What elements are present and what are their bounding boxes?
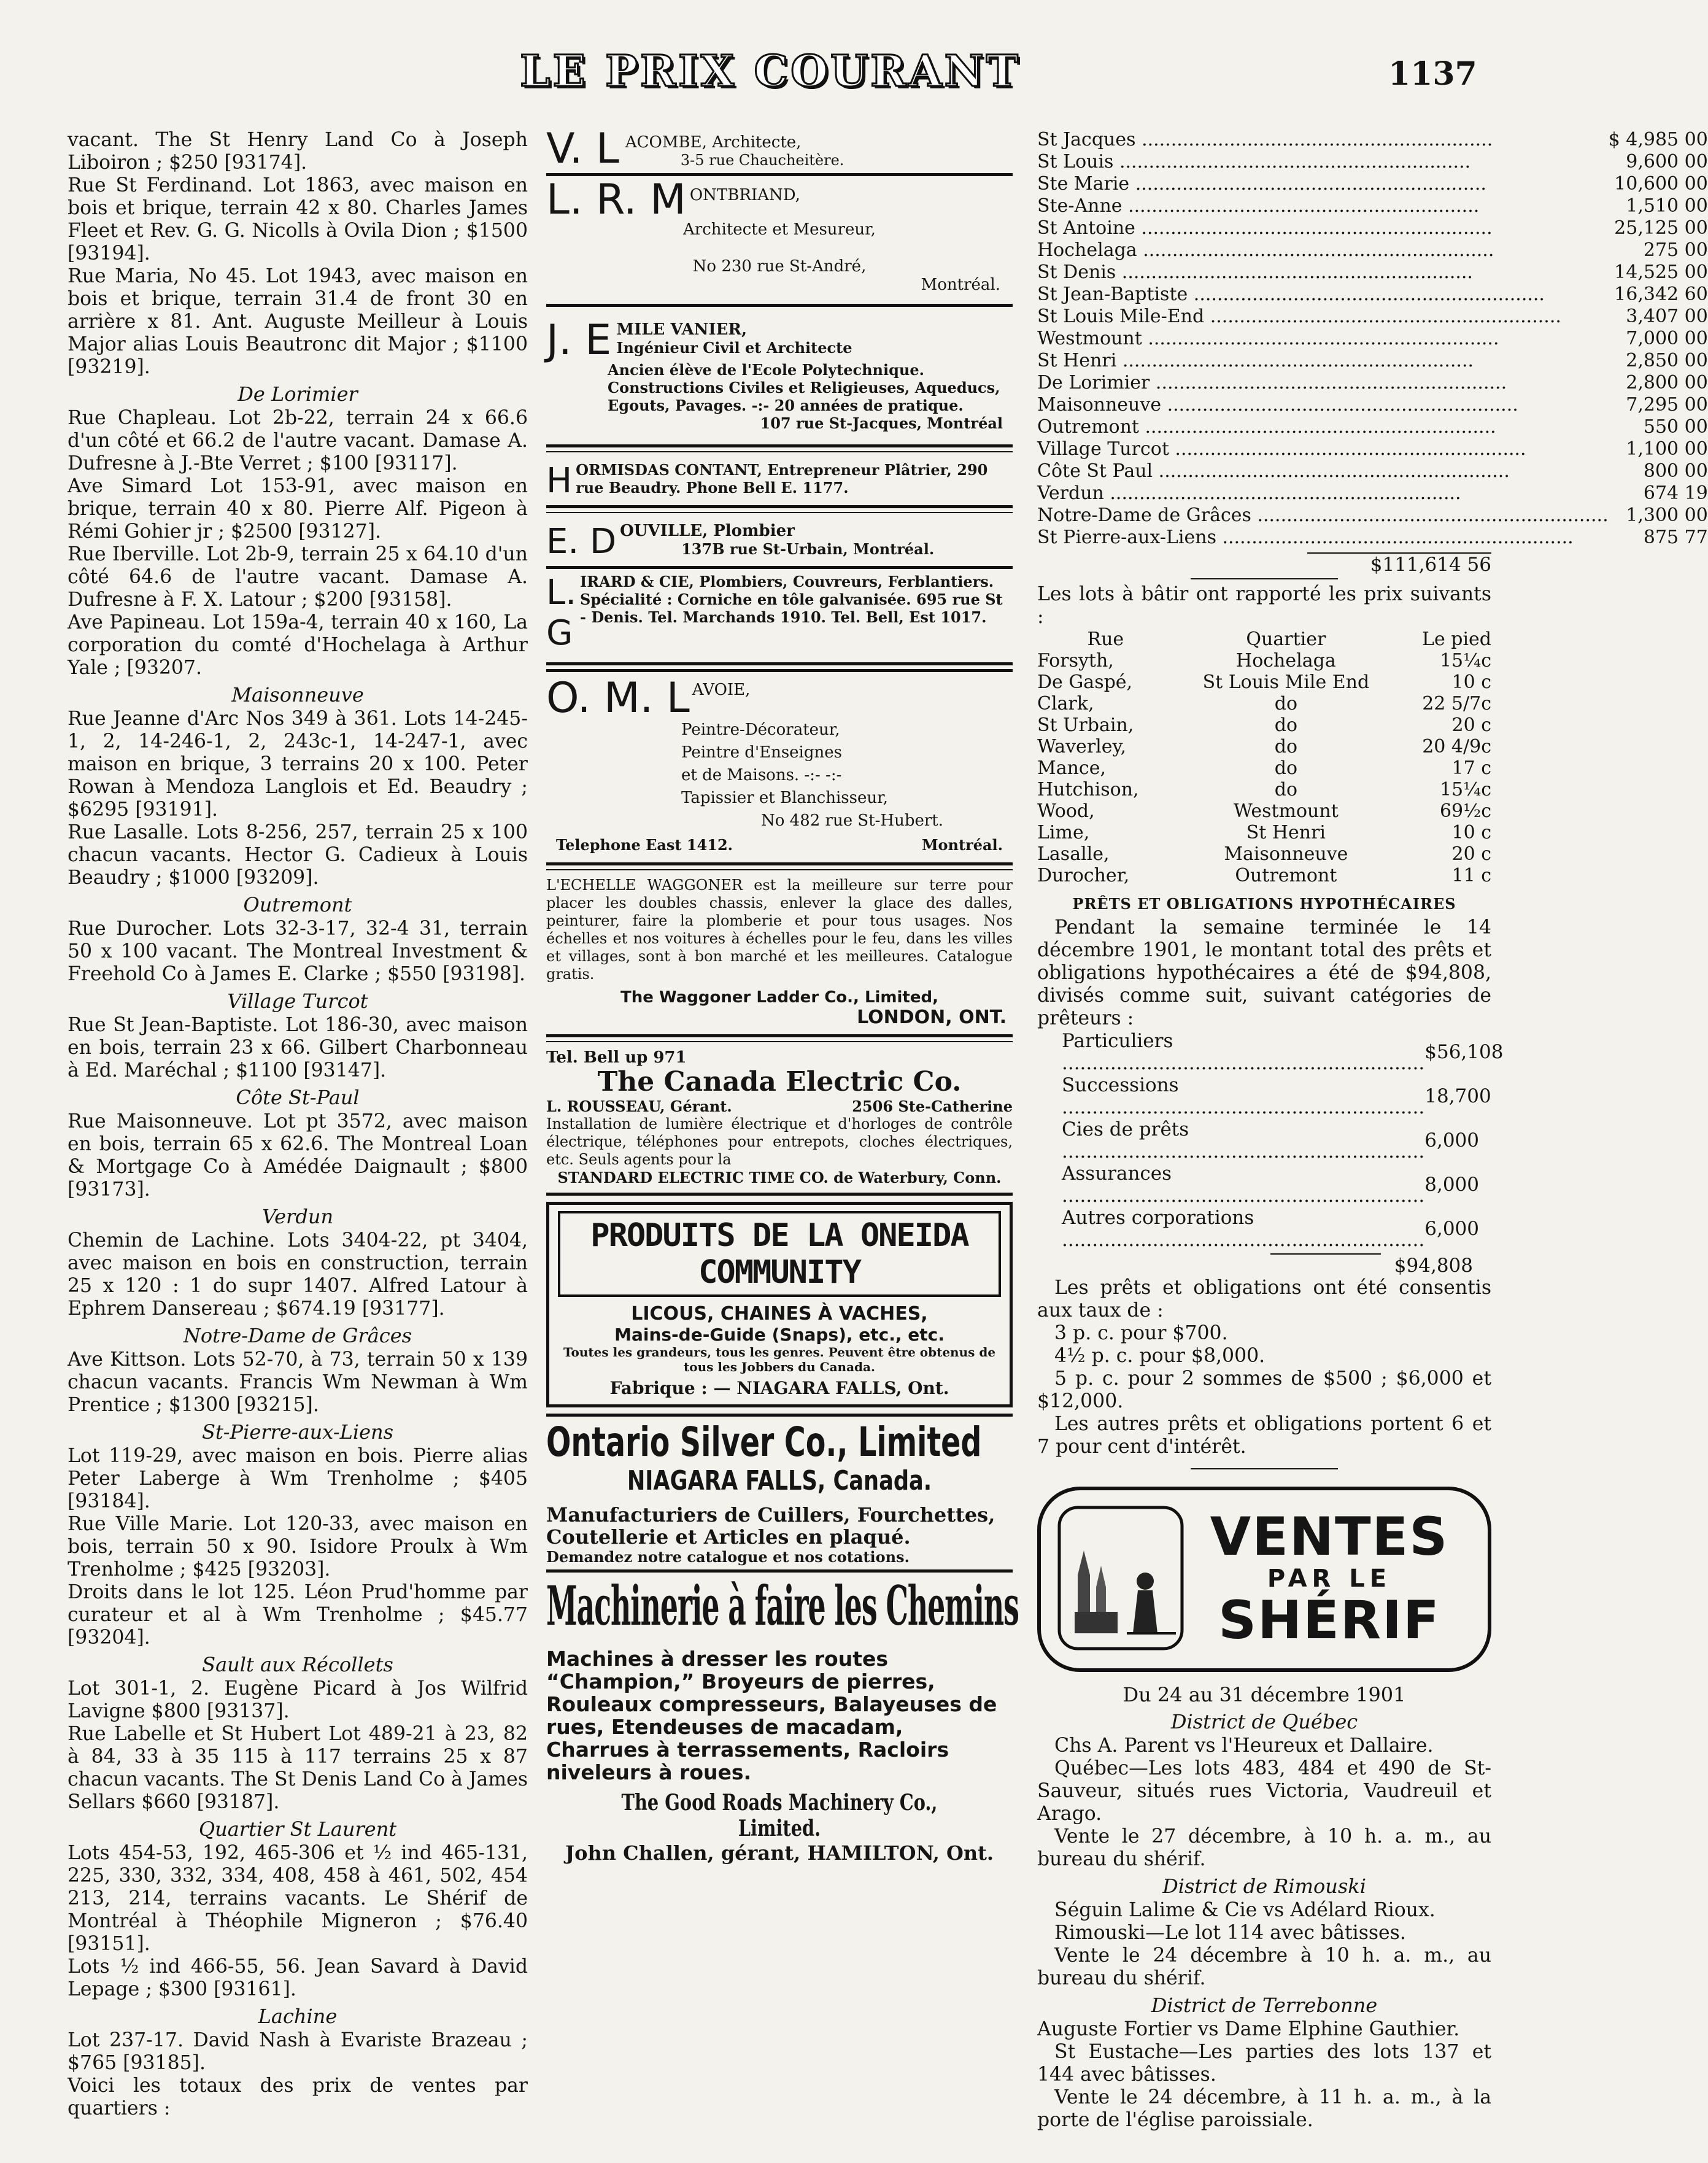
article-paragraph: Rue Ville Marie. Lot 120-33, avec maison en bois, terrain 50 x 90. Isidore Proulx à Wm Trenholme ; $425 [93203]. (68, 1513, 528, 1581)
lots-row (1037, 822, 1491, 843)
lots-table (1037, 629, 1491, 886)
lots-row (1037, 693, 1491, 714)
article-paragraph: Rue Lasalle. Lots 8-256, 257, terrain 25 x 100 chacun vacants. Hector G. Cadieux à Louis Beaudry ; $1000 [93209]. (68, 821, 528, 889)
totals-row-cell: St Denis ............................................................ (1037, 261, 1473, 283)
divider (546, 1414, 1013, 1417)
divider (546, 512, 1013, 513)
lots-row-cell: 11 c (1451, 865, 1491, 886)
totals-row-cell: 10,600 00 (1614, 173, 1708, 195)
ad-name: ONTBRIAND, (689, 186, 800, 204)
totals-table (1037, 129, 1708, 549)
ad-line: Ancien élève de l'Ecole Polytechnique. Constructions Civiles et Religieuses, Aqueducs, Egouts, Pavages. -:- 20 années de pratique. (608, 361, 1000, 414)
totals-row (1037, 129, 1708, 151)
ad-line: Ingénieur Civil et Architecte (616, 339, 852, 357)
divider (546, 1041, 1013, 1042)
lots-intro: Les lots à bâtir ont rapporté les prix suivants : (1037, 583, 1491, 628)
divider (546, 505, 1013, 508)
ad-address: 137B rue St-Urbain, Montréal. (681, 540, 935, 558)
sale-line: Rimouski—Le lot 114 avec bâtisses. (1054, 1922, 1406, 1944)
totals-row-cell: Ste Marie ............................................................ (1037, 173, 1486, 195)
section-heading: Verdun (261, 1205, 334, 1228)
totals-row-cell: 2,850 00 (1626, 350, 1708, 371)
lots-row (1037, 843, 1491, 865)
section-heading: St-Pierre-aux-Liens (201, 1420, 394, 1444)
divider (546, 451, 1013, 452)
lots-row-cell: 15¼c (1439, 650, 1491, 671)
lots-row-cell: Waverley, (1037, 736, 1127, 757)
divider (546, 304, 1013, 307)
rates-outro: Les autres prêts et obligations portent 6 et 7 pour cent d'intérêt. (1037, 1413, 1491, 1458)
totals-row-cell: 1,510 00 (1626, 195, 1708, 217)
section-heading: Village Turcot (227, 989, 368, 1013)
loans-row-cell: 6,000 (1424, 1218, 1479, 1240)
divider (546, 869, 1013, 870)
rates-intro: Les prêts et obligations ont été consentis aux taux de : (1037, 1277, 1491, 1321)
ad-line: Mains-de-Guide (Snaps), etc., etc. (614, 1325, 945, 1345)
article-paragraph: Lots 454-53, 192, 465-306 et ½ ind 465-131, 225, 330, 332, 334, 408, 458 à 461, 502, 454 213, 214, terrains vacants. Le Shérif de Montréal à Théophile Migneron ; $76.40 [93151]. (68, 1842, 528, 1955)
lots-row-cell: Hutchison, (1037, 779, 1139, 800)
totals-row (1037, 527, 1708, 549)
totals-row-cell: St Jean-Baptiste ............................................................ (1037, 284, 1545, 305)
divider (546, 444, 1013, 447)
ad-title: Architecte et Mesureur, (683, 220, 876, 239)
section-heading: Outremont (243, 893, 352, 916)
lots-row-cell: do (1274, 779, 1297, 800)
ad-contant (546, 461, 1013, 501)
lots-row-cell: 22 5/7c (1422, 693, 1491, 714)
ad-initials: O. M. L (546, 674, 690, 722)
article-paragraph: vacant. The St Henry Land Co à Joseph Liboiron ; $250 [93174]. (68, 129, 528, 174)
sale-line: Chs A. Parent vs l'Heureux et Dallaire. (1054, 1735, 1434, 1757)
totals-row-cell: 25,125 00 (1614, 217, 1708, 239)
column-header: Le pied (1422, 629, 1491, 650)
ad-line: Tapissier et Blanchisseur, (681, 789, 888, 807)
lots-row-cell: Lime, (1037, 822, 1090, 843)
divider (546, 1193, 1013, 1196)
totals-row (1037, 239, 1708, 261)
rate-line: 4½ p. c. pour $8,000. (1054, 1345, 1266, 1367)
ad-city: NIAGARA FALLS, Canada. (627, 1465, 932, 1496)
divider (546, 862, 1013, 865)
totals-row-cell: 3,407 00 (1626, 306, 1708, 327)
divider (546, 662, 1013, 665)
lots-row (1037, 800, 1491, 822)
section-heading: District de Rimouski (1162, 1875, 1366, 1898)
totals-row-cell: Village Turcot ............................................................ (1037, 438, 1526, 460)
lots-row-cell: Lasalle, (1037, 843, 1110, 865)
section-heading: Lachine (258, 2005, 338, 2028)
article-paragraph: Lot 119-29, avec maison en bois. Pierre alias Peter Laberge à Wm Trenholme ; $405 [93184]. (68, 1445, 528, 1512)
article-paragraph: Rue St Jean-Baptiste. Lot 186-30, avec maison en bois, terrain 23 x 66. Gilbert Charbonneau à Ed. Maréchal ; $1100 [93147]. (68, 1014, 528, 1082)
loans-row-cell: 6,000 (1424, 1129, 1479, 1151)
grand-total: $111,614 56 (1370, 554, 1491, 576)
ad-lacombe (546, 125, 1013, 173)
ad-oneida (546, 1202, 1013, 1407)
article-paragraph: Rue Chapleau. Lot 2b-22, terrain 24 x 66.6 d'un côté et 66.2 de l'autre vacant. Damase A. Dufresne à J.-Bte Verret ; $100 [93117]. (68, 407, 528, 474)
lots-row-cell: 69½c (1439, 800, 1491, 822)
totals-row-cell: 800 00 (1643, 460, 1708, 482)
ad-text: ORMISDAS CONTANT, Entrepreneur Plâtrier, 290 rue Beaudry. Phone Bell E. 1177. (576, 461, 988, 497)
divider (546, 669, 1013, 672)
ad-company: Ontario Silver Co., Limited (546, 1418, 982, 1466)
ad-line: et de Maisons. -:- -:- (681, 766, 842, 784)
page-number: 1137 (1388, 55, 1477, 93)
article-paragraph: Lot 237-17. David Nash à Evariste Brazeau ; $765 [93185]. (68, 2029, 528, 2074)
lots-row-cell: do (1274, 714, 1297, 736)
totals-row-cell: 275 00 (1643, 239, 1708, 261)
totals-row-cell: 1,100 00 (1626, 438, 1708, 460)
ad-good-roads (546, 1574, 1019, 1865)
section-heading: PRÊTS ET OBLIGATIONS HYPOTHÉCAIRES (1072, 895, 1456, 913)
totals-row-cell: $ 4,985 00 (1608, 129, 1708, 150)
totals-row-cell: Notre-Dame de Grâces ............................................................ (1037, 505, 1609, 526)
totals-row (1037, 261, 1708, 284)
lots-row-cell: Mance, (1037, 757, 1107, 779)
totals-row-cell: 14,525 00 (1614, 261, 1708, 283)
lots-row (1037, 736, 1491, 757)
totals-row (1037, 372, 1708, 394)
sale-line: Québec—Les lots 483, 484 et 490 de St-Sauveur, situés rues Victoria, Vaudreuil et Arago. (1037, 1757, 1491, 1825)
ad-line: Peintre d'Enseignes (681, 743, 842, 762)
section-heading: District de Québec (1170, 1710, 1358, 1733)
article-paragraph: Ave Papineau. Lot 159a-4, terrain 40 x 160, La corporation du comté d'Hochelaga à Arthur Yale ; [93207. (68, 611, 528, 679)
article-paragraph: Ave Kittson. Lots 52-70, à 73, terrain 50 x 139 chacun vacants. Francis Wm Newman à Wm Prentice ; $1300 [93215]. (68, 1348, 528, 1416)
lots-row-cell: St Henri (1246, 822, 1326, 843)
article-paragraph: Rue Maisonneuve. Lot pt 3572, avec maison en bois, terrain 65 x 62.6. The Montreal Loan & Mortgage Co à Amédée Daignault ; $800 [93173]. (68, 1110, 528, 1201)
lots-row-cell: 17 c (1451, 757, 1491, 779)
cathedral-illustration (1053, 1501, 1188, 1655)
lots-row (1037, 779, 1491, 800)
totals-row (1037, 217, 1708, 239)
loans-table (1062, 1030, 1503, 1251)
ad-city: LONDON, ONT. (857, 1007, 1007, 1028)
ad-line: Peintre-Décorateur, (681, 721, 840, 739)
loans-row (1062, 1163, 1503, 1207)
divider (546, 566, 1013, 569)
lots-row-cell: Wood, (1037, 800, 1095, 822)
article-paragraph: Rue Labelle et St Hubert Lot 489-21 à 23, 82 à 84, 33 à 35 115 à 117 terrains 25 x 87 chacun vacants. The St Denis Land Co à James Sellars $660 [93187]. (68, 1723, 528, 1813)
totals-row-cell: 550 00 (1643, 416, 1708, 438)
totals-row-cell: St Antoine ............................................................ (1037, 217, 1493, 239)
rate-line: 5 p. c. pour 2 sommes de $500 ; $6,000 et $12,000. (1037, 1368, 1491, 1412)
ad-phone: Telephone East 1412. (556, 836, 733, 854)
banner-line: PAR LE (1267, 1565, 1392, 1593)
article-paragraph: Lot 301-1, 2. Eugène Picard à Jos Wilfrid Lavigne $800 [93137]. (68, 1677, 528, 1722)
loans-row (1062, 1074, 1503, 1118)
totals-row (1037, 151, 1708, 173)
ad-address: 3-5 rue Chaucheitère. (680, 152, 844, 169)
ad-factory: Fabrique : — NIAGARA FALLS, Ont. (609, 1378, 949, 1398)
totals-row-cell: Côte St Paul ............................................................ (1037, 460, 1510, 482)
totals-row-cell: Verdun ............................................................ (1037, 482, 1461, 504)
column-right (1037, 129, 1708, 2131)
totals-row-cell: 7,000 00 (1626, 328, 1708, 349)
masthead-logo: LE PRIX COURANT (520, 45, 1021, 96)
ad-initials: E. D (546, 522, 617, 562)
totals-row (1037, 394, 1708, 416)
ad-initials: L. R. M (546, 176, 686, 224)
ad-text: Installation de lumière électrique et d'horloges de contrôle électrique, téléphones pour entrepots, cloches électriques, etc. Seuls agents pour la (546, 1115, 1013, 1168)
ad-manager: John Challen, gérant, HAMILTON, Ont. (565, 1841, 994, 1865)
totals-row-cell: St Louis Mile-End ............................................................ (1037, 306, 1561, 327)
lots-row-cell: Durocher, (1037, 865, 1130, 886)
ad-line: LICOUS, CHAINES À VACHES, (631, 1303, 928, 1325)
totals-row-cell: De Lorimier ............................................................ (1037, 372, 1507, 393)
article-paragraph: Ave Simard Lot 153-91, avec maison en brique, terrain 40 x 80. Pierre Alf. Pigeon à Rémi Gohier jr ; $2500 [93127]. (68, 475, 528, 543)
lots-row-cell: Hochelaga (1236, 650, 1336, 671)
section-heading: Sault aux Récollets (202, 1653, 393, 1676)
lots-row (1037, 714, 1491, 736)
lots-row (1037, 671, 1491, 693)
ad-company: The Good Roads Machinery Co., Limited. (621, 1790, 938, 1841)
column-header: Quartier (1246, 629, 1326, 650)
loans-row-cell: 8,000 (1424, 1174, 1479, 1196)
lots-row (1037, 757, 1491, 779)
loans-row-cell: 18,700 (1424, 1085, 1491, 1107)
sale-line: Auguste Fortier vs Dame Elphine Gauthier. (1037, 2018, 1460, 2040)
column-header: Rue (1087, 629, 1124, 650)
totals-row-cell: St Jacques ............................................................ (1037, 129, 1493, 150)
sale-line: Vente le 24 décembre, à 11 h. a. m., à la porte de l'église paroissiale. (1037, 2086, 1491, 2131)
column-advertisements (546, 125, 1019, 2130)
lots-row-cell: do (1274, 736, 1297, 757)
totals-row (1037, 195, 1708, 217)
ad-lavoie (546, 674, 1013, 854)
ad-name: AVOIE, (692, 681, 751, 699)
totals-row-cell: St Pierre-aux-Liens ............................................................ (1037, 527, 1574, 548)
ad-initials: J. E (546, 316, 612, 365)
ad-city: Montréal. (921, 836, 1003, 854)
sale-line: Vente le 24 décembre à 10 h. a. m., au bureau du shérif. (1037, 1944, 1491, 1989)
totals-row-cell: 875 77 (1643, 527, 1708, 548)
totals-row-cell: Westmount ............................................................ (1037, 328, 1499, 349)
article-paragraph: Chemin de Lachine. Lots 3404-22, pt 3404, avec maison en bois en construction, terrain 25 x 120 : 1 do supr 1407. Alfred Latour à Ephrem Dansereau ; $674.19 [93177]. (68, 1229, 528, 1320)
ad-phone: Tel. Bell up 971 (546, 1048, 687, 1067)
lots-row-cell: Forsyth, (1037, 650, 1114, 671)
ad-canada-electric (546, 1048, 1013, 1186)
masthead (520, 43, 1021, 98)
ad-address: 2506 Ste-Catherine (852, 1097, 1013, 1115)
sale-line: Séguin Lalime & Cie vs Adélard Rioux. (1054, 1899, 1436, 1921)
totals-row-cell: 1,300 00 (1626, 505, 1708, 526)
totals-row-cell: Hochelaga ............................................................ (1037, 239, 1494, 261)
article-paragraph: Voici les totaux des prix de ventes par quartiers : (68, 2075, 528, 2119)
ad-text: L'ECHELLE WAGGONER est la meilleure sur terre pour placer les doubles chassis, enlever la glace des dalles, peinturer, faire la plomberie et pour tous usages. Nos échelles et nos voitures à échelles pour le feu, dans les villes et villages, sont à bon marché et les meilleures. Catalogue gratis. (546, 876, 1013, 983)
section-heading: District de Terrebonne (1151, 1994, 1378, 2017)
divider (1191, 1468, 1338, 1469)
ad-name: ACOMBE, Architecte, (625, 133, 802, 152)
ad-address: 107 rue St-Jacques, Montréal (760, 414, 1003, 432)
ad-douville (546, 522, 1013, 562)
totals-row (1037, 482, 1708, 505)
loans-total: $94,808 (1394, 1255, 1473, 1277)
ad-cta: Demandez notre catalogue et nos cotations. (546, 1548, 910, 1566)
totals-row-cell: Maisonneuve ............................................................ (1037, 394, 1518, 416)
loans-intro: Pendant la semaine terminée le 14 décembre 1901, le montant total des prêts et obligations hypothécaires a été de $94,808, divisés comme suit, suivant catégories de prêteurs : (1037, 916, 1491, 1029)
ad-manager: L. ROUSSEAU, Gérant. (546, 1097, 732, 1115)
totals-row-cell: 16,342 60 (1614, 284, 1708, 305)
totals-row-cell: 9,600 00 (1626, 151, 1708, 172)
loans-row-cell: Assurances ............................................................ (1062, 1163, 1425, 1207)
sales-dates: Du 24 au 31 décembre 1901 (1123, 1683, 1406, 1706)
ad-initials: H (546, 461, 573, 501)
lots-row (1037, 650, 1491, 671)
sale-line: St Eustache—Les parties des lots 137 et 144 avec bâtisses. (1037, 2041, 1491, 2086)
totals-row-cell: 2,800 00 (1626, 372, 1708, 393)
ad-title: PRODUITS DE LA ONEIDA COMMUNITY (558, 1211, 1001, 1297)
article-paragraph: Rue Jeanne d'Arc Nos 349 à 361. Lots 14-245-1, 2, 14-246-1, 2, 243c-1, 14-247-1, avec maison en brique, 3 terrains 20 x 100. Peter Rowan à Mendoza Langlois et Ed. Beaudry ; $6295 [93191]. (68, 708, 528, 821)
loans-row-cell: Autres corporations ............................................................ (1062, 1207, 1425, 1251)
column-left (68, 129, 528, 2130)
sale-line: Vente le 27 décembre, à 10 h. a. m., au bureau du shérif. (1037, 1825, 1491, 1870)
divider (546, 1034, 1013, 1037)
totals-row (1037, 306, 1708, 328)
lots-row-cell: De Gaspé, (1037, 671, 1133, 693)
loans-row-cell: $56,108 (1424, 1041, 1504, 1063)
article-paragraph: Rue Maria, No 45. Lot 1943, avec maison en bois et brique, terrain 31.4 de front 30 en arrière x 81. Ant. Auguste Meilleur à Louis Major alias Louis Beautronc dit Major ; $1100 [93219]. (68, 265, 528, 378)
ad-initials: V. L (546, 125, 619, 173)
totals-row (1037, 284, 1708, 306)
totals-row-cell: St Henri ............................................................ (1037, 350, 1474, 371)
lots-row-cell: Outremont (1235, 865, 1337, 886)
banner-line: SHÉRIF (1218, 1590, 1440, 1651)
ad-text: Manufacturiers de Cuillers, Fourchettes, Coutellerie et Articles en plaqué. (546, 1503, 995, 1549)
loans-row (1062, 1118, 1503, 1163)
lots-row-cell: St Louis Mile End (1202, 671, 1370, 693)
lots-row (1037, 865, 1491, 886)
ad-city: Montréal. (921, 276, 1000, 294)
section-heading: Maisonneuve (231, 683, 364, 706)
loans-row-cell: Successions ............................................................ (1062, 1074, 1425, 1118)
totals-row-cell: Outremont ............................................................ (1037, 416, 1496, 438)
ad-ontario-silver (546, 1420, 1013, 1566)
loans-row-cell: Particuliers ............................................................ (1062, 1030, 1425, 1074)
article-paragraph: Rue Durocher. Lots 32-3-17, 32-4 31, terrain 50 x 100 vacant. The Montreal Investment & Freehold Co à James E. Clarke ; $550 [93198]. (68, 918, 528, 985)
loans-row (1062, 1207, 1503, 1251)
sheriff-sales-banner (1037, 1487, 1491, 1672)
banner-line: VENTES (1210, 1506, 1449, 1568)
divider (546, 1569, 1013, 1573)
loans-row (1062, 1030, 1503, 1074)
ad-text: IRARD & CIE, Plombiers, Couvreurs, Ferblantiers. Spécialité : Corniche en tôle galvanisée. 695 rue St - Denis. Tel. Marchands 1910. Tel. Bell, Est 1017. (580, 573, 1003, 626)
totals-row-cell: 674 19 (1643, 482, 1708, 504)
ad-company: The Waggoner Ladder Co., Limited, (620, 988, 938, 1007)
totals-row-cell: St Louis ............................................................ (1037, 151, 1471, 172)
totals-row (1037, 505, 1708, 527)
lots-row-cell: Maisonneuve (1224, 843, 1348, 865)
totals-row (1037, 438, 1708, 460)
ad-name: OUVILLE, Plombier (620, 522, 795, 540)
lots-row-cell: do (1274, 693, 1297, 714)
article-paragraph: Rue St Ferdinand. Lot 1863, avec maison en bois et brique, terrain 42 x 80. Charles James Fleet et Rev. G. G. Nicolls à Ovila Dion ; $1500 [93194]. (68, 174, 528, 265)
ad-line: No 482 rue St-Hubert. (761, 811, 944, 830)
ad-initials: L. G (546, 573, 576, 653)
ad-title: Machinerie à faire les Chemins (546, 1574, 1019, 1638)
ad-waggoner (546, 876, 1013, 1028)
article-paragraph: Rue Iberville. Lot 2b-9, terrain 25 x 64.10 d'un côté 64.6 de l'autre vacant. Damase A. Dufresne à F. X. Latour ; $200 [93158]. (68, 543, 528, 611)
ad-vanier (546, 316, 1013, 432)
section-heading: Quartier St Laurent (198, 1817, 397, 1841)
ad-agent: STANDARD ELECTRIC TIME CO. de Waterbury, Conn. (557, 1169, 1002, 1186)
section-heading: Notre-Dame de Grâces (183, 1324, 412, 1347)
totals-row (1037, 460, 1708, 482)
ad-name: MILE VANIER, (616, 320, 748, 339)
lots-row-cell: 20 c (1451, 714, 1491, 736)
totals-row (1037, 173, 1708, 195)
lots-row-cell: 10 c (1451, 671, 1491, 693)
section-heading: Côte St-Paul (236, 1086, 360, 1109)
totals-row (1037, 350, 1708, 372)
totals-row-cell: 7,295 00 (1626, 394, 1708, 416)
section-heading: De Lorimier (238, 382, 358, 406)
article-paragraph: Droits dans le lot 125. Léon Prud'homme par curateur et al à Wm Trenholme ; $45.77 [93204]. (68, 1581, 528, 1649)
article-paragraph: Lots ½ ind 466-55, 56. Jean Savard à David Lepage ; $300 [93161]. (68, 1956, 528, 2000)
totals-row (1037, 416, 1708, 438)
lots-row-cell: 20 4/9c (1422, 736, 1491, 757)
ad-girard (546, 573, 1013, 654)
ad-small-print: Toutes les grandeurs, tous les genres. Peuvent être obtenus de tous les Jobbers du Canada. (563, 1345, 996, 1374)
lots-row-cell: 15¼c (1439, 779, 1491, 800)
totals-row (1037, 328, 1708, 350)
lots-row-cell: do (1274, 757, 1297, 779)
ad-company: The Canada Electric Co. (597, 1066, 962, 1097)
ad-text: Machines à dresser les routes “Champion,” Broyeurs de pierres, Rouleaux compresseurs, Balayeuses de rues, Etendeuses de macadam, Charrues à terrassements, Racloirs niveleurs à roues. (546, 1647, 997, 1784)
ad-montbriand (546, 176, 1013, 294)
lots-row-cell: 10 c (1451, 822, 1491, 843)
lots-row-cell: Westmount (1233, 800, 1339, 822)
ad-address: No 230 rue St-André, (692, 257, 867, 276)
lots-row-cell: St Urbain, (1037, 714, 1134, 736)
rate-line: 3 p. c. pour $700. (1054, 1322, 1228, 1344)
lots-row-cell: Clark, (1037, 693, 1094, 714)
totals-row-cell: Ste-Anne ............................................................ (1037, 195, 1480, 217)
lots-row-cell: 20 c (1451, 843, 1491, 865)
loans-row-cell: Cies de prêts ............................................................ (1062, 1118, 1425, 1163)
